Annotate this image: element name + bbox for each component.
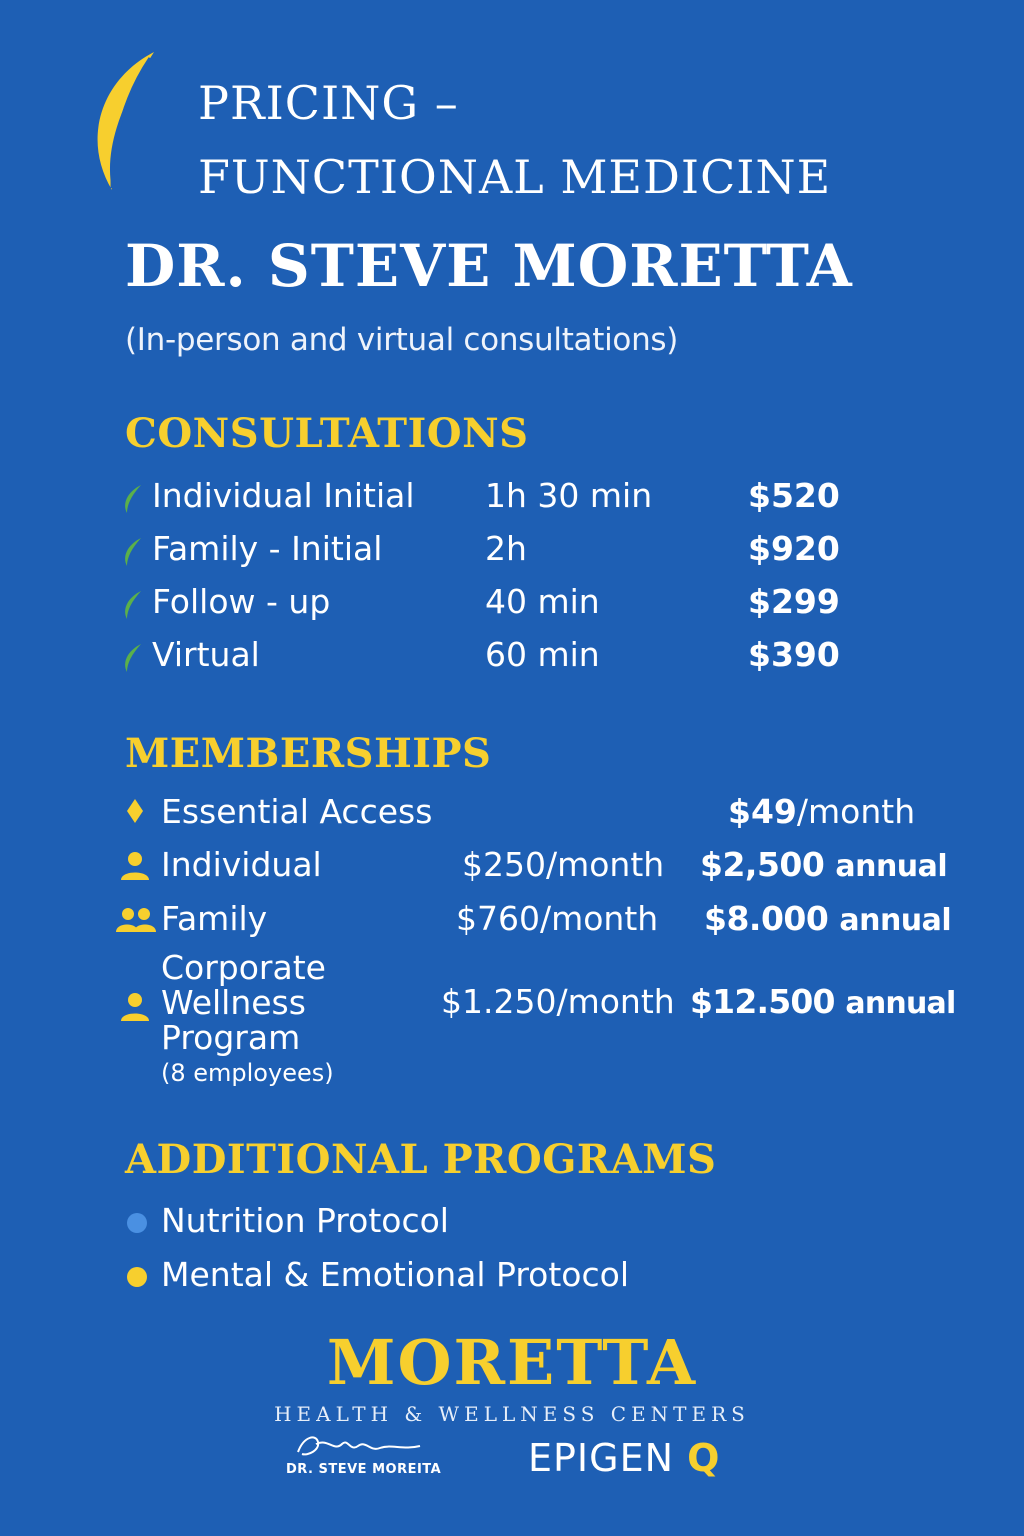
consultation-duration: 2h — [485, 529, 527, 568]
consultation-name: Virtual — [152, 635, 260, 674]
consultation-price: $520 — [748, 476, 840, 515]
consultations-heading: CONSULTATIONS — [125, 410, 529, 457]
leaf-logo-icon — [90, 50, 160, 195]
membership-annual-amount: $8.000 — [704, 899, 829, 938]
membership-name-line: Program — [161, 1018, 301, 1057]
epigen-q: Q — [687, 1436, 721, 1480]
diamond-icon — [126, 798, 144, 824]
program-row — [0, 1255, 900, 1299]
consultation-row — [0, 529, 900, 573]
membership-annual-amount: $49 — [728, 792, 797, 831]
membership-annual-suffix: /month — [796, 792, 916, 831]
brand-name: MORETTA — [326, 1326, 698, 1399]
leaf-icon — [123, 484, 143, 514]
yellow-dot-icon — [127, 1267, 147, 1287]
title-line-2: FUNCTIONAL MEDICINE — [198, 150, 832, 204]
consultation-name: Individual Initial — [152, 476, 415, 515]
membership-name — [161, 950, 334, 1091]
membership-row — [0, 899, 952, 943]
subtitle: (In-person and virtual consultations) — [125, 322, 679, 358]
leaf-icon — [123, 643, 143, 673]
membership-name: Family — [161, 899, 268, 938]
membership-name: Essential Access — [161, 792, 433, 831]
consultation-price: $299 — [748, 582, 840, 621]
membership-annual-amount: $12.500 — [690, 982, 835, 1021]
membership-note: (8 employees) — [161, 1059, 334, 1087]
brand-subtitle: HEALTH & WELLNESS CENTERS — [274, 1402, 750, 1426]
membership-row — [0, 792, 916, 836]
membership-annual — [704, 899, 951, 938]
membership-annual-suffix: annual — [839, 903, 952, 938]
membership-row-corporate — [0, 950, 1000, 1100]
group-icon — [116, 907, 156, 933]
membership-name-line: Corporate — [161, 948, 326, 987]
membership-monthly: $250/month — [462, 845, 665, 884]
membership-annual — [690, 982, 955, 1021]
consultation-price: $390 — [748, 635, 840, 674]
membership-row — [0, 845, 948, 889]
leaf-icon — [123, 537, 143, 567]
membership-annual-suffix: annual — [835, 849, 948, 884]
membership-annual-suffix: annual — [845, 986, 956, 1021]
consultation-name: Family - Initial — [152, 529, 383, 568]
leaf-icon — [123, 590, 143, 620]
epigen-logo — [528, 1436, 720, 1480]
consultation-row — [0, 582, 900, 626]
membership-monthly: $1.250/month — [441, 982, 675, 1021]
signature-icon — [294, 1430, 424, 1462]
signature-name: DR. STEVE MOREITA — [286, 1462, 442, 1477]
title-line-1: PRICING – — [198, 76, 459, 130]
membership-monthly: $760/month — [456, 899, 659, 938]
membership-annual — [728, 792, 915, 831]
additional-programs-heading: ADDITIONAL PROGRAMS — [125, 1136, 717, 1183]
blue-dot-icon — [127, 1213, 147, 1233]
program-name: Nutrition Protocol — [161, 1201, 449, 1240]
epigen-text: EPIGEN — [528, 1436, 675, 1480]
person-icon — [120, 851, 150, 881]
memberships-heading: MEMBERSHIPS — [125, 730, 492, 777]
consultation-price: $920 — [748, 529, 840, 568]
consultation-name: Follow - up — [152, 582, 331, 621]
consultation-row — [0, 635, 900, 679]
membership-annual — [700, 845, 947, 884]
program-row — [0, 1201, 900, 1245]
membership-annual-amount: $2,500 — [700, 845, 825, 884]
consultation-duration: 60 min — [485, 635, 600, 674]
person-icon — [120, 992, 150, 1022]
doctor-name: DR. STEVE MORETTA — [125, 232, 853, 300]
membership-name-line: Wellness — [161, 983, 306, 1022]
consultation-row — [0, 476, 900, 520]
consultation-duration: 40 min — [485, 582, 600, 621]
program-name: Mental & Emotional Protocol — [161, 1255, 629, 1294]
membership-name: Individual — [161, 845, 322, 884]
consultation-duration: 1h 30 min — [485, 476, 653, 515]
